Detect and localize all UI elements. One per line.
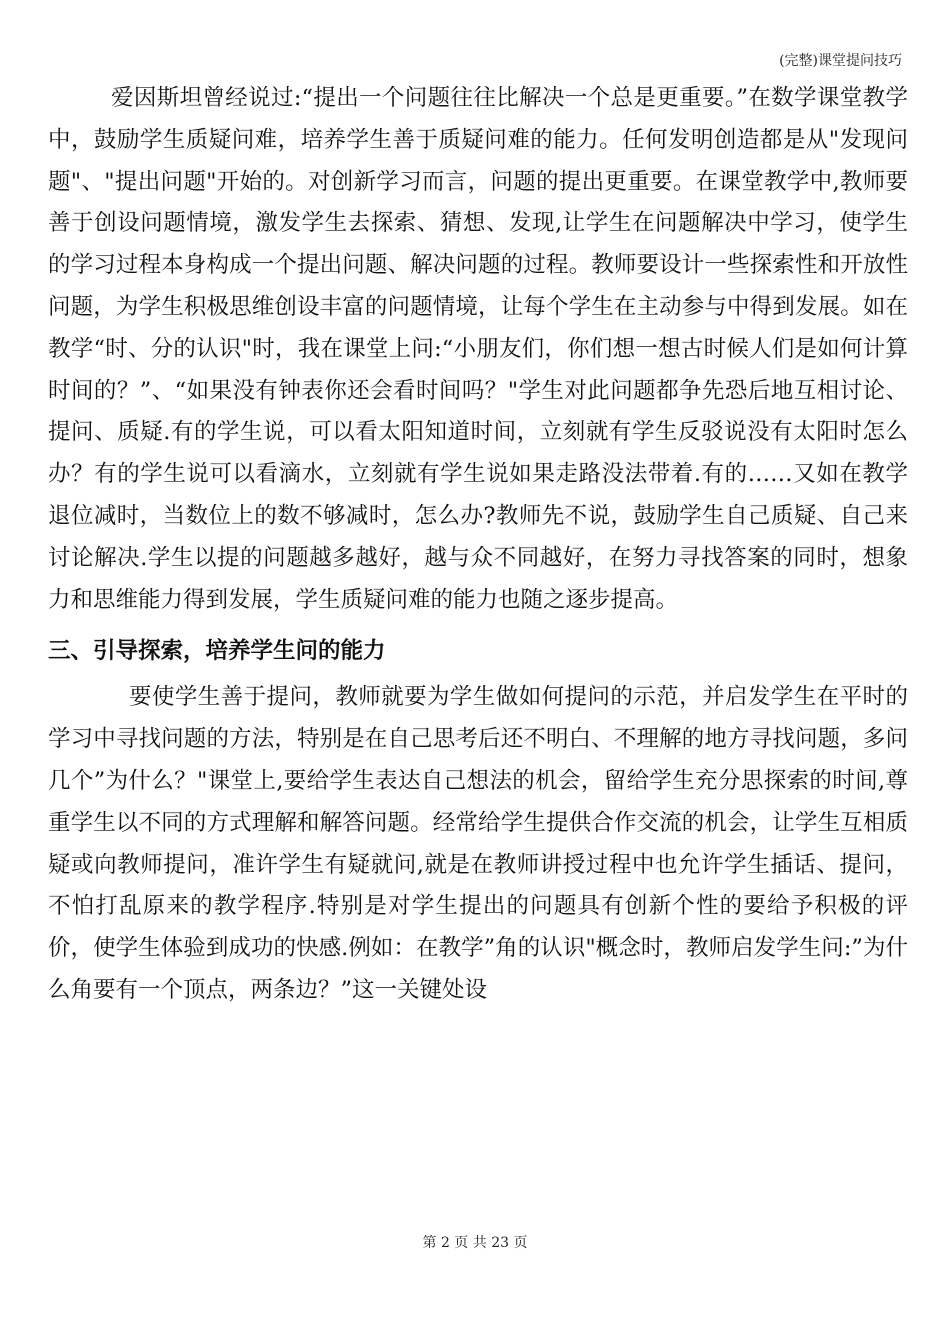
document-body — [48, 78, 908, 1012]
section-heading: 三、引导探索，培养学生问的能力 — [48, 638, 386, 665]
body-paragraph-1: 爱因斯坦曾经说过:“提出一个问题往往比解决一个总是更重要。”在数学课堂教学中，鼓励学生质疑问难，培养学生善于质疑问难的能力。任何发明创造都是从"发现问题"、"提出问题"开始的。对创新学习而言，问题的提出更重要。在课堂教学中,教师要善于创设问题情境，激发学生去探索、猜想、发现,让学生在问题解决中学习，使学生的学习过程本身构成一个提出问题、解决问题的过程。教师要设计一些探索性和开放性问题，为学生积极思维创设丰富的问题情境，让每个学生在主动参与中得到发展。如在教学“时、分的认识"时，我在课堂上问:“小朋友们，你们想一想古时候人们是如何计算时间的？”、“如果没有钟表你还会看时间吗？"学生对此问题都争先恐后地互相讨论、提问、质疑.有的学生说，可以看太阳知道时间，立刻就有学生反驳说没有太阳时怎么办？有的学生说可以看滴水，立刻就有学生说如果走路没法带着.有的……又如在教学退位减时，当数位上的数不够减时，怎么办?教师先不说，鼓励学生自己质疑、自己来讨论解决.学生以提的问题越多越好，越与众不同越好，在努力寻找答案的同时，想象力和思维能力得到发展，学生质疑问难的能力也随之逐步提高。 — [48, 85, 908, 613]
body-paragraph-2: 要使学生善于提问，教师就要为学生做如何提问的示范，并启发学生在平时的学习中寻找问题的方法，特别是在自己思考后还不明白、不理解的地方寻找问题，多问几个”为什么？"课堂上,要给学生表达自己想法的机会，留给学生充分思探索的时间,尊重学生以不同的方式理解和解答问题。经常给学生提供合作交流的机会，让学生互相质疑或向教师提问，准许学生有疑就问,就是在教师讲授过程中也允许学生插话、提问，不怕打乱原来的教学程序.特别是对学生提出的问题具有创新个性的要给予积极的评价，使学生体验到成功的快感.例如：在教学”角的认识"概念时，教师启发学生问:”为什么角要有一个顶点，两条边？”这一关键处设 — [48, 684, 908, 1003]
document-header-title: (完整)课堂提问技巧 — [779, 53, 902, 69]
page-number-footer: 第 2 页 共 23 页 — [422, 1235, 528, 1251]
